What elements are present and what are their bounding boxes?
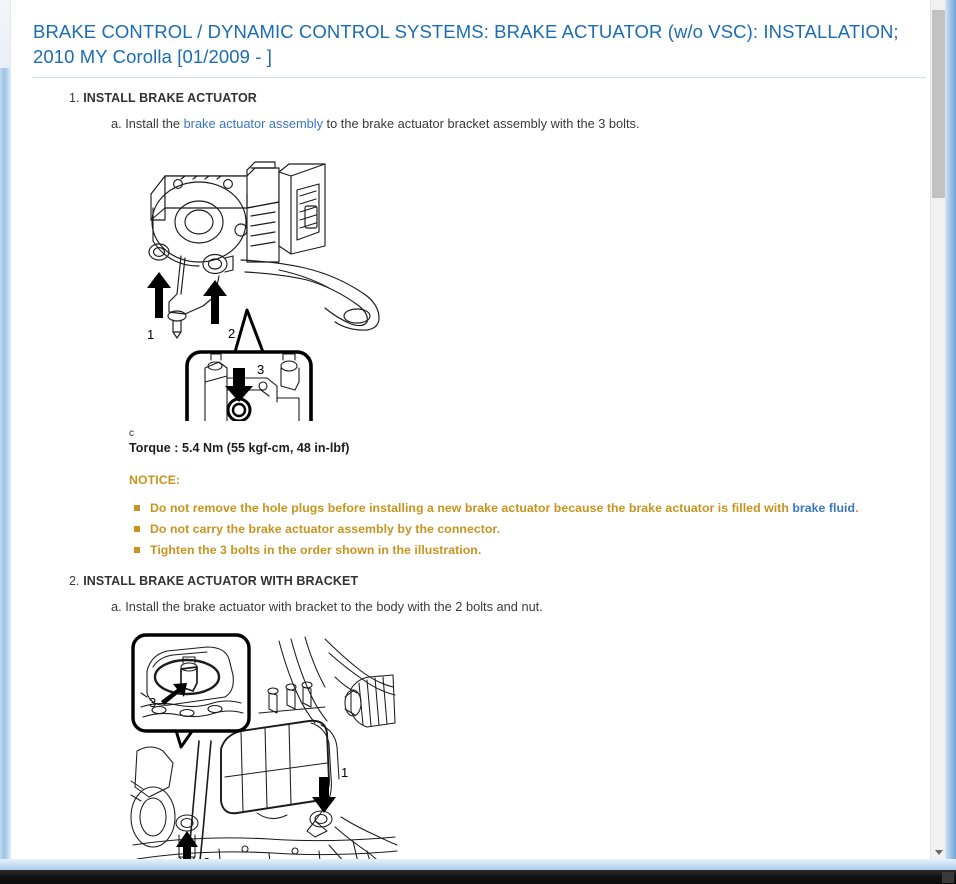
document-viewport xyxy=(11,0,941,865)
step-2-title: INSTALL BRAKE ACTUATOR WITH BRACKET xyxy=(83,574,359,588)
step-2-substep-a: a. Install the brake actuator with bracket to the body with the 2 bolts and nut. xyxy=(111,599,543,614)
step-1-heading xyxy=(33,91,927,105)
notice-item-suffix: . xyxy=(855,501,859,515)
figure-1-callout-3: 3 xyxy=(257,362,265,377)
figure-1-callout-2: 2 xyxy=(228,326,236,341)
figure-1-brake-actuator-illustration xyxy=(129,146,389,421)
chrome-right-accent-strip xyxy=(945,0,956,865)
square-bullet-icon xyxy=(134,526,140,532)
figure-1-arrow-2 xyxy=(203,280,227,324)
notice-item-text: Tighten the 3 bolts in the order shown in the illustration. xyxy=(150,543,482,557)
notice-item-list xyxy=(129,498,927,561)
notice-item-text: Do not carry the brake actuator assembly by the connector. xyxy=(150,522,501,536)
document-page xyxy=(11,0,941,865)
notice-label: NOTICE: xyxy=(129,473,181,487)
step-1-number: 1. xyxy=(69,91,80,105)
step-2-heading xyxy=(33,574,927,588)
figure-1-arrow-1 xyxy=(147,272,171,318)
notice-item xyxy=(150,519,927,540)
square-bullet-icon xyxy=(134,505,140,511)
square-bullet-icon xyxy=(134,547,140,553)
link-brake-fluid[interactable]: brake fluid xyxy=(792,501,856,515)
figure-2-container xyxy=(33,631,927,865)
figure-1-callout-1: 1 xyxy=(147,327,155,342)
step-2-number: 2. xyxy=(69,574,80,588)
procedure-step-1 xyxy=(33,91,927,561)
substep-1a-prefix: a. Install the xyxy=(111,116,184,131)
chevron-down-icon xyxy=(935,850,943,855)
procedure-step-2 xyxy=(33,574,927,865)
chrome-left-top-filler xyxy=(0,0,11,68)
figure-2-inset-detail xyxy=(133,635,249,747)
vertical-scrollbar-thumb[interactable] xyxy=(932,10,945,198)
figure-2-callout-3: 3 xyxy=(149,695,157,710)
chrome-left-accent-strip xyxy=(0,68,11,865)
figure-1-container xyxy=(33,146,927,426)
procedure-step-list xyxy=(33,91,927,865)
figure-2-callout-1: 1 xyxy=(341,765,349,780)
torque-specification: Torque : 5.4 Nm (55 kgf-cm, 48 in-lbf) xyxy=(129,441,350,455)
link-brake-actuator-assembly[interactable]: brake actuator assembly xyxy=(183,116,323,131)
notice-block xyxy=(33,473,927,561)
step-1-title: INSTALL BRAKE ACTUATOR xyxy=(83,91,257,105)
substep-1a-suffix: to the brake actuator bracket assembly with the 3 bolts. xyxy=(322,116,640,131)
figure-1-inset-detail xyxy=(187,352,311,421)
notice-item xyxy=(150,540,927,561)
figure-2-arrow-1 xyxy=(312,777,336,813)
chrome-bottom-bar xyxy=(0,870,956,884)
figure-2-bracket-installation-illustration xyxy=(129,631,399,865)
chrome-bottom-accent-strip xyxy=(0,859,956,870)
page-title: BRAKE CONTROL / DYNAMIC CONTROL SYSTEMS: BRAKE ACTUATOR (w/o VSC): INSTALLATION; 2010 MY Corolla [01/2009 - ] xyxy=(33,19,926,78)
step-1-substep-a xyxy=(33,115,927,132)
notice-item-text: Do not remove the hole plugs before installing a new brake actuator because the brake actuator is filled with xyxy=(150,501,793,515)
vertical-scrollbar[interactable] xyxy=(930,0,945,865)
figure-1-sub-label: c xyxy=(129,428,134,439)
notice-item xyxy=(150,498,927,519)
